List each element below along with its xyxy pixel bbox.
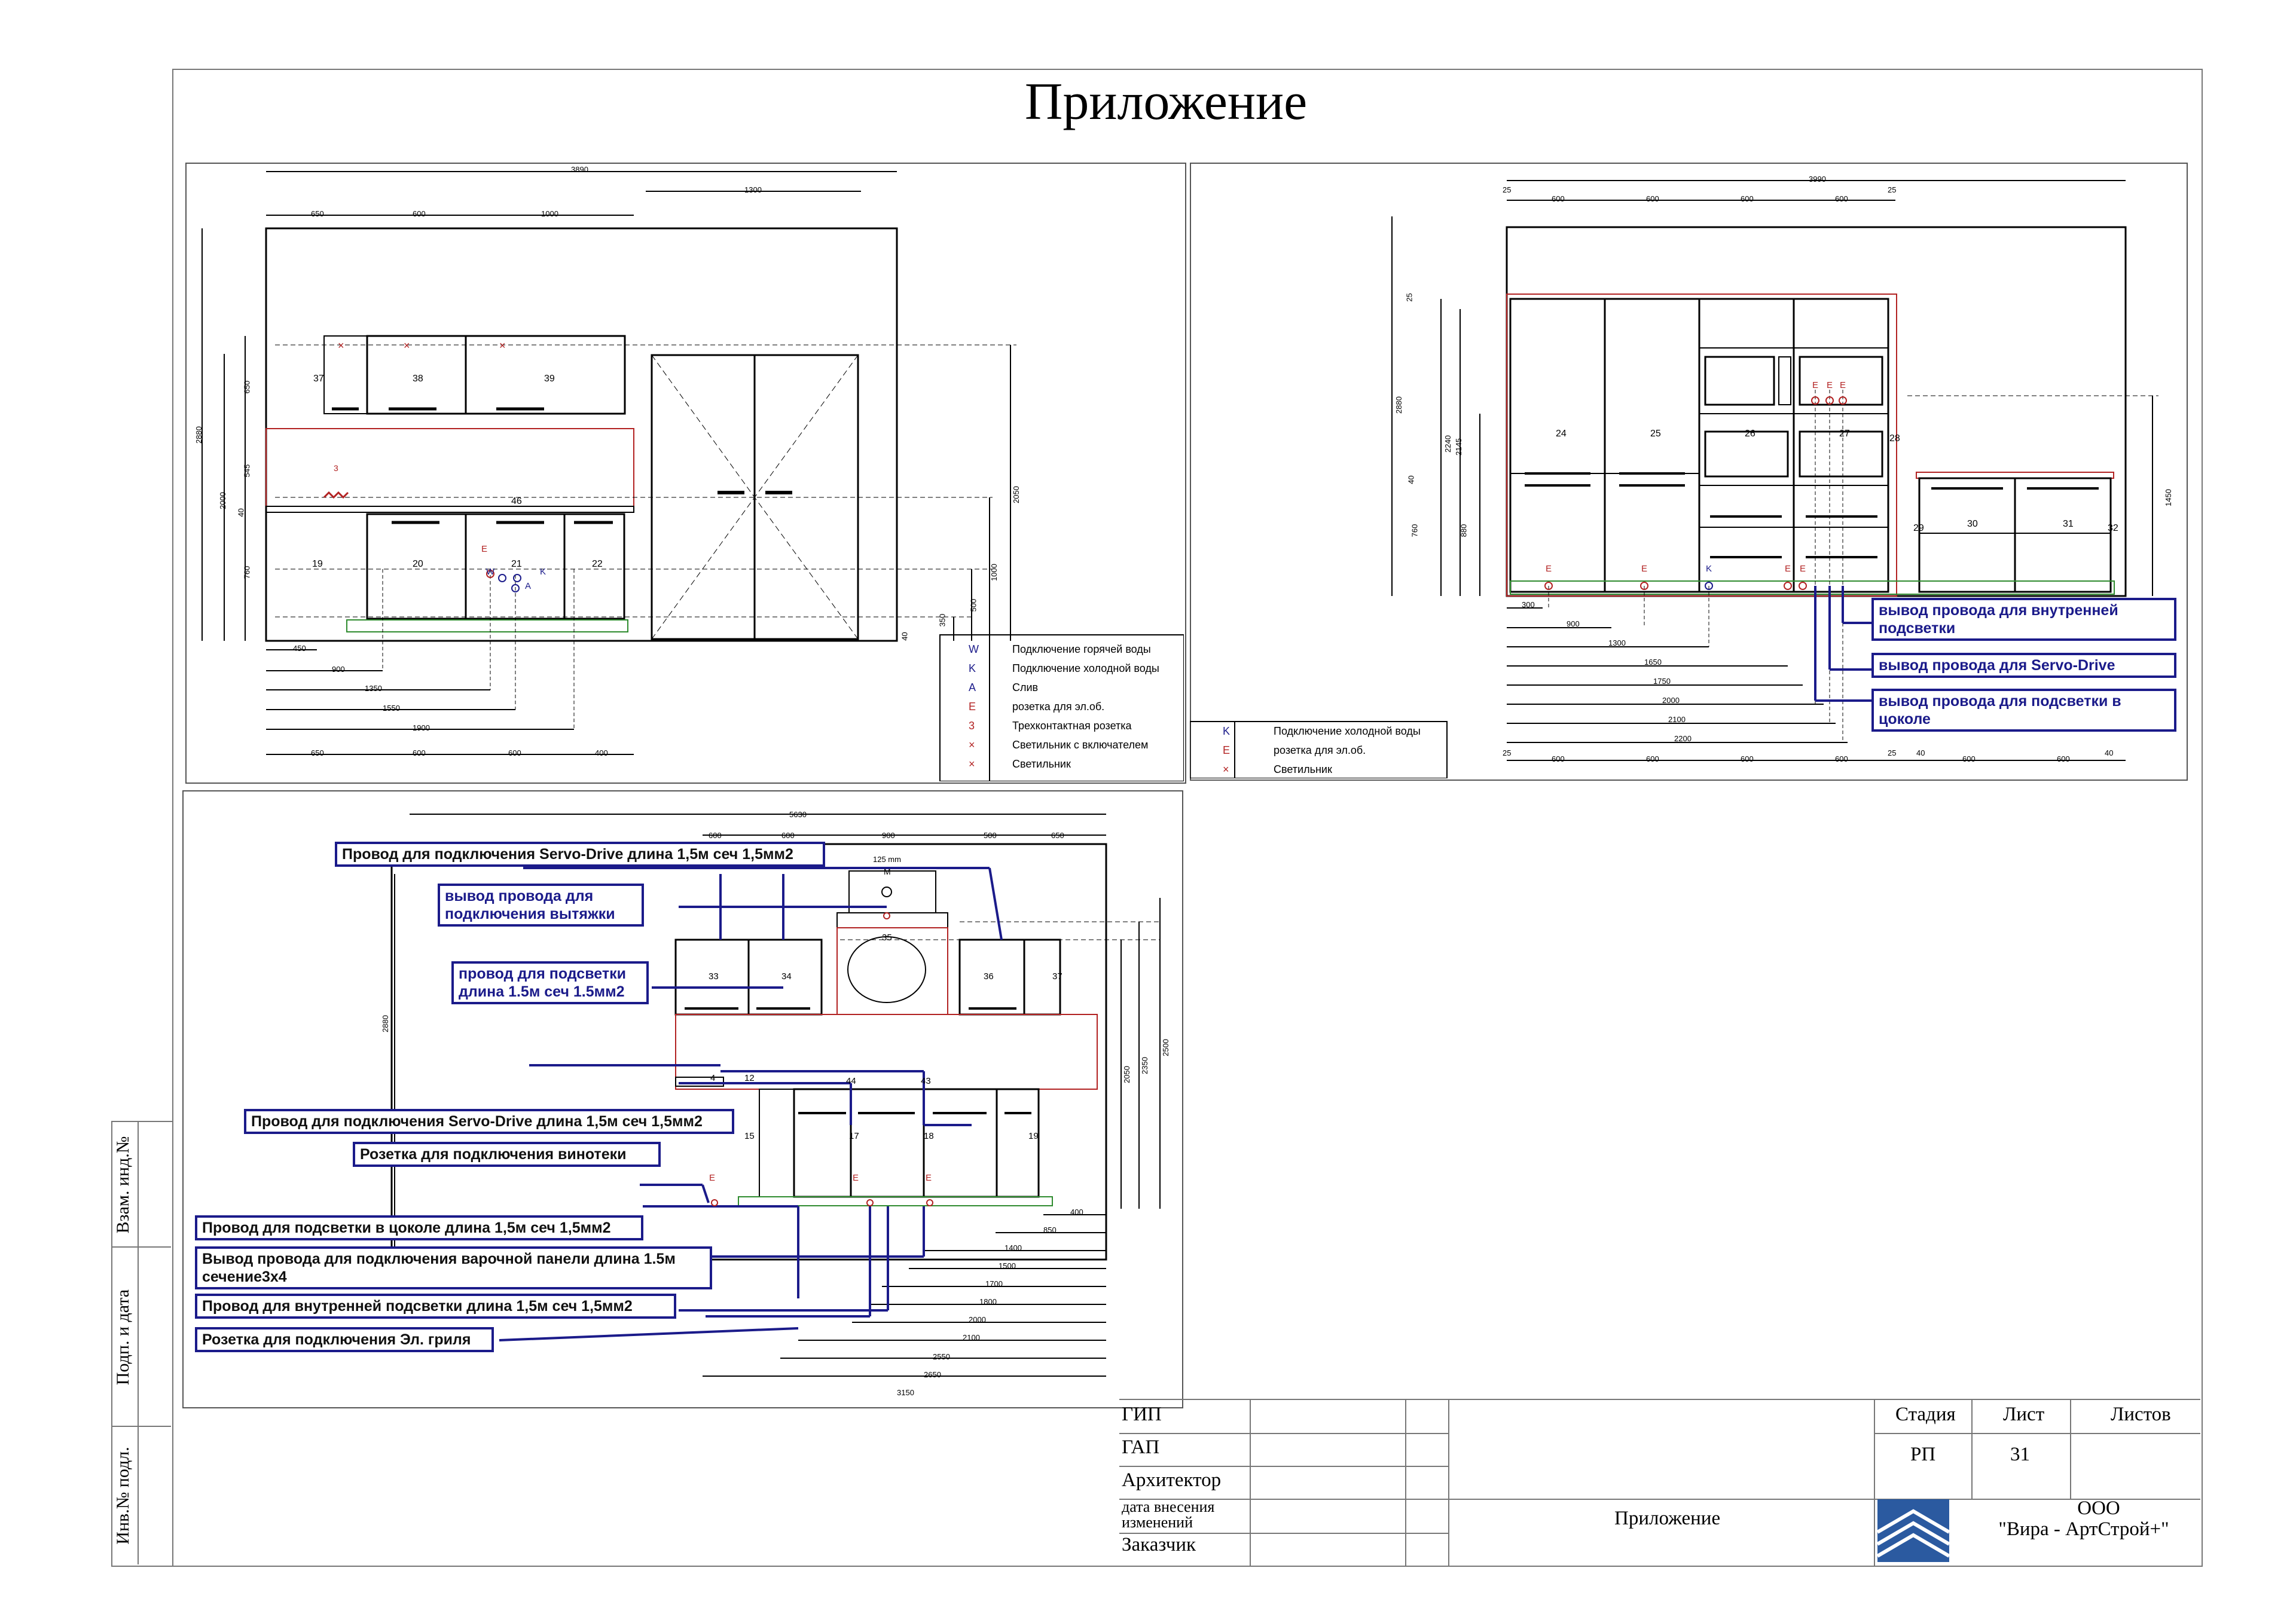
elev-b-dim-left-880: 880 [1459,524,1468,537]
elev-b-dimrow-600d: 600 [1835,754,1848,763]
elev-c-cab-43: 43 [921,1076,931,1086]
elev-c-dim-b-2100: 2100 [963,1333,980,1342]
elev-a-dim-1300: 1300 [744,185,762,194]
elev-c-callout-servo-top: Провод для подключения Servo-Drive длина 1,5м сеч 1,5мм2 [335,842,825,867]
legend-3pin-socket-label: Трехконтактная розетка [1012,720,1132,732]
elev-c-dim-b-2650: 2650 [924,1370,941,1379]
legend-drain-icon: A [969,681,976,693]
tb-role-architect: Архитектор [1122,1469,1222,1491]
side-stamp-divider-v [138,1121,139,1564]
company-logo-icon [1877,1499,1949,1562]
elev-b-dim-right-1450: 1450 [2163,489,2173,506]
elev-a-dim-right-2050: 2050 [1011,486,1021,503]
elev-b-dim-600c: 600 [1741,194,1754,203]
elev-b-dim-600d: 600 [1835,194,1848,203]
side-stamp [111,1121,171,1564]
elev-a-mark-e: E [481,544,488,554]
legend-socket-label: розетка для эл.об. [1012,701,1105,713]
elev-b-cab-31: 31 [2063,519,2074,529]
elev-a-cab-38: 38 [413,374,423,384]
legend-b-lamp-icon: × [1223,763,1229,775]
elev-a-mark-w: W [486,567,495,577]
tb-role-gip: ГИП [1122,1404,1162,1425]
tb-vline-3 [1448,1400,1449,1566]
elev-c-cab-18: 18 [924,1131,934,1141]
elev-c-callout-internal-light: Провод для внутренней подсветки длина 1,5м сеч 1,5мм2 [195,1294,676,1319]
elev-a-dim-bottom-600b: 600 [508,748,521,757]
elev-b-dim-bottom-2100: 2100 [1668,715,1686,724]
elev-b-dimrow-25a: 25 [1503,748,1512,757]
elev-a-cab-19: 19 [312,559,323,569]
elev-b-cab-29: 29 [1913,523,1924,533]
tb-hline-1 [1119,1433,1448,1434]
elev-a-mark-k: K [540,567,546,577]
elev-a-dim-right-40: 40 [900,632,909,641]
elev-c-mark-e1: E [709,1173,716,1183]
elev-a-dim-600: 600 [413,209,426,218]
elev-c-dim-right-2050: 2050 [1122,1066,1131,1083]
tb-sheet-name: Приложение [1614,1508,1721,1529]
tb-header-sheets: Листов [2111,1404,2171,1425]
elev-b-dim-left-25: 25 [1405,293,1414,302]
elev-c-mark-e3: E [926,1173,932,1183]
elev-a-dim-3890: 3890 [571,165,588,174]
legend-b-socket-label: розетка для эл.об. [1274,744,1366,756]
tb-stage-value: РП [1910,1444,1936,1465]
elev-c-dim-5630: 5630 [789,810,807,819]
legend-lamp-switch-label: Светильник с включателем [1012,739,1149,751]
tb-hline-5 [1874,1433,2200,1434]
elev-c-dim-b-1400: 1400 [1004,1243,1022,1252]
tb-sheet-value: 31 [2010,1444,2030,1465]
svg-text:×: × [499,340,506,352]
elev-b-cab-30: 30 [1967,519,1978,529]
elev-a-cab-21: 21 [511,559,522,569]
elev-b-dim-left-2880: 2880 [1394,396,1403,414]
elev-b-callout-plinth-light: вывод провода для подсветки в цоколе [1871,689,2176,732]
elev-c-cab-19: 19 [1028,1131,1039,1141]
tb-hline-2 [1119,1466,1448,1467]
legend-b-cold-water-label: Подключение холодной воды [1274,725,1421,737]
elev-c-cab-37: 37 [1052,971,1062,982]
elev-b-mark-e4: E [1800,564,1806,574]
elev-a-dim-left-40: 40 [236,508,246,517]
elev-b-dim-bottom-1650: 1650 [1644,658,1662,667]
tb-vline-2 [1405,1400,1406,1566]
legend-lamp-icon: × [969,758,975,770]
elev-b-dim-left-760: 760 [1410,524,1419,537]
elev-c-dim-500: 500 [984,831,997,840]
elev-c-callout-light-wire: провод для подсветки длина 1.5м сеч 1.5мм2 [451,961,649,1004]
elev-b-callout-servo-drive: вывод провода для Servo-Drive [1871,653,2176,678]
elev-a-dim-left-650: 650 [242,380,252,394]
elev-a-cab-37: 37 [313,374,324,384]
elev-c-dim-b-1500: 1500 [999,1261,1016,1270]
elev-b-dim-bottom-2000: 2000 [1662,696,1680,705]
tb-role-gap: ГАП [1122,1436,1160,1458]
elev-b-cab-28: 28 [1889,433,1900,444]
elev-c-dim-600a: 600 [709,831,722,840]
elev-c-dim-600b: 600 [781,831,795,840]
side-stamp-divider-2 [111,1426,171,1427]
elev-b-dim-bottom-1300: 1300 [1608,638,1626,647]
tb-company-line1: ООО [2077,1497,2120,1519]
elev-b-dimrow-600a: 600 [1552,754,1565,763]
elev-a-dim-right-500: 500 [969,598,978,612]
elev-b-dim-bottom-2200: 2200 [1674,734,1692,743]
elev-c-cab-12: 12 [744,1073,755,1083]
legend-cold-water-icon: K [969,662,976,674]
elev-c-dim-b-400: 400 [1070,1208,1083,1217]
tb-header-stage: Стадия [1895,1404,1956,1425]
legend-socket-icon: E [969,701,976,713]
elev-b-mark-e3: E [1785,564,1791,574]
elev-a-dim-bottom-400: 400 [595,748,608,757]
elev-b-dim-600b: 600 [1646,194,1659,203]
svg-text:×: × [404,340,410,352]
elev-a-socket-3: 3 [334,463,338,473]
tb-vline-5 [1971,1400,1973,1499]
elev-b-dim-bottom-1750: 1750 [1653,677,1671,686]
side-stamp-replace-inv: Взам. инд.№ [113,1136,133,1234]
tb-vline-4 [1874,1400,1875,1566]
legend-drain-label: Слив [1012,681,1039,693]
elev-c-dim-right-2500: 2500 [1161,1039,1170,1056]
elev-b-dim-left-2145: 2145 [1454,438,1463,456]
elev-a-dim-bottom-600a: 600 [413,748,426,757]
elev-c-cab-34: 34 [781,971,792,982]
elev-c-dim-b-2000: 2000 [969,1315,986,1324]
elev-a-mark-a: A [525,581,532,591]
tb-role-customer: Заказчик [1122,1534,1196,1555]
elev-b-mark-e1: E [1546,564,1552,574]
elev-c-cab-44: 44 [846,1076,856,1086]
legend-lamp-switch-icon: × [969,739,975,751]
elev-b-dimrow-25b: 25 [1888,748,1897,757]
elev-c-dim-right-2350: 2350 [1140,1057,1149,1074]
elev-b-dimrow-600c: 600 [1741,754,1754,763]
elev-c-cab-36: 36 [984,971,994,982]
elev-b-cab-32: 32 [2108,523,2118,533]
elev-a-dim-left-2880: 2880 [194,426,203,444]
legend-hot-water-icon: W [969,643,979,655]
elev-c-cab-35: 35 [882,933,892,943]
side-stamp-inv-orig: Инв.№ подл. [113,1447,133,1545]
elev-c-dim-b-2550: 2550 [933,1352,950,1361]
elev-b-dim-25a: 25 [1503,185,1512,194]
elev-a-cab-39: 39 [544,374,555,384]
elev-c-cab-15: 15 [744,1131,755,1141]
elev-b-dimrow-600b: 600 [1646,754,1659,763]
elev-b-dimrow-40a: 40 [1916,748,1925,757]
elev-a-dim-left-2000: 2000 [218,492,227,509]
elev-a-dim-650: 650 [311,209,324,218]
elev-b-dim-bottom-900: 900 [1567,619,1580,628]
elev-b-dimrow-600f: 600 [2057,754,2070,763]
elev-b-mark-e2: E [1641,564,1648,574]
elev-b-mark-e5: E [1812,380,1819,390]
elev-c-callout-grill-socket: Розетка для подключения Эл. гриля [195,1327,494,1352]
elev-c-dim-125mm: 125 mm [873,855,901,864]
elev-b-cab-24: 24 [1556,429,1567,439]
elev-b-mark-k: K [1706,564,1712,574]
elev-a-dim-bottom-1350: 1350 [365,684,382,693]
elev-c-mark-m: M [884,867,891,876]
elev-c-callout-plinth-wire: Провод для подсветки в цоколе длина 1,5м сеч 1,5мм2 [195,1215,643,1240]
side-stamp-sign-date: Подп. и дата [113,1289,133,1386]
elev-a-cab-20: 20 [413,559,423,569]
elev-b-cab-26: 26 [1745,429,1755,439]
elev-a-dim-left-760: 760 [242,566,252,579]
elev-c-dim-900: 900 [882,831,895,840]
elev-b-cab-25: 25 [1650,429,1661,439]
tb-role-change-date: дата внесения изменений [1122,1498,1215,1531]
elev-b-dimrow-600e: 600 [1962,754,1976,763]
elev-c-callout-wine-socket: Розетка для подключения винотеки [353,1142,661,1167]
elev-a-dim-bottom-900: 900 [332,665,345,674]
elev-b-dim-25b: 25 [1888,185,1897,194]
elev-b-dimrow-40b: 40 [2105,748,2114,757]
elev-c-dim-b-1700: 1700 [985,1279,1003,1288]
tb-vline-6 [2070,1400,2071,1499]
elev-b-mark-e6: E [1827,380,1833,390]
elev-c-dim-b-1800: 1800 [979,1297,997,1306]
elev-b-dim-600a: 600 [1552,194,1565,203]
elev-c-mark-e2: E [853,1173,859,1183]
legend-lamp-label: Светильник [1012,758,1071,770]
elev-c-callout-hood-wire: вывод провода для подключения вытяжки [438,884,644,927]
elev-c-cab-4: 4 [710,1073,716,1083]
elev-b-dim-left-40: 40 [1406,475,1416,484]
legend-b-socket-icon: E [1223,744,1231,756]
elevation-b-drawing [1190,163,2185,778]
elev-a-dim-left-545: 545 [242,464,252,478]
elev-b-mark-e7: E [1840,380,1846,390]
elev-b-dim-bottom-300: 300 [1522,600,1535,609]
elev-c-callout-hob-wire: Вывод провода для подключения варочной панели длина 1.5м сечение3х4 [195,1246,712,1289]
elev-a-dim-bottom-1550: 1550 [383,704,400,713]
elev-c-dim-b-850: 850 [1043,1225,1057,1234]
elev-a-cab-22: 22 [592,559,603,569]
elev-c-dim-left-2880: 2880 [380,1015,390,1032]
elev-a-dim-right-1000: 1000 [989,564,999,581]
elev-c-cab-33: 33 [709,971,719,982]
elev-c-cab-17: 17 [849,1131,859,1141]
elev-b-dim-3990: 3990 [1809,175,1826,184]
elev-b-cab-27: 27 [1839,429,1850,439]
elev-a-dim-bottom-450: 450 [293,644,306,653]
page-title: Приложение [1024,73,1308,131]
svg-text:×: × [338,340,344,352]
legend-b-lamp-label: Светильник [1274,763,1332,775]
legend-3pin-socket-icon: 3 [969,720,975,732]
tb-header-sheet: Лист [2003,1404,2045,1425]
elev-b-callout-internal-light: вывод провода для внутренней подсветки [1871,598,2176,641]
elev-b-dim-left-2240: 2240 [1443,435,1452,453]
elev-a-cab-46: 46 [511,496,522,506]
elev-a-dim-bottom-1900: 1900 [413,723,430,732]
elev-c-callout-servo-bottom: Провод для подключения Servo-Drive длина 1,5м сеч 1,5мм2 [244,1109,734,1134]
tb-vline-1 [1250,1400,1251,1566]
elev-c-dim-650: 650 [1051,831,1064,840]
elev-a-dim-right-350: 350 [938,613,947,627]
elev-a-dim-1000: 1000 [541,209,558,218]
legend-hot-water-label: Подключение горячей воды [1012,643,1151,655]
legend-cold-water-label: Подключение холодной воды [1012,662,1159,674]
legend-b-cold-water-icon: K [1223,725,1231,737]
tb-company-line2: "Вира - АртСтрой+" [1998,1518,2169,1540]
elev-c-dim-b-3150: 3150 [897,1388,914,1397]
elev-a-dim-bottom-650: 650 [311,748,324,757]
